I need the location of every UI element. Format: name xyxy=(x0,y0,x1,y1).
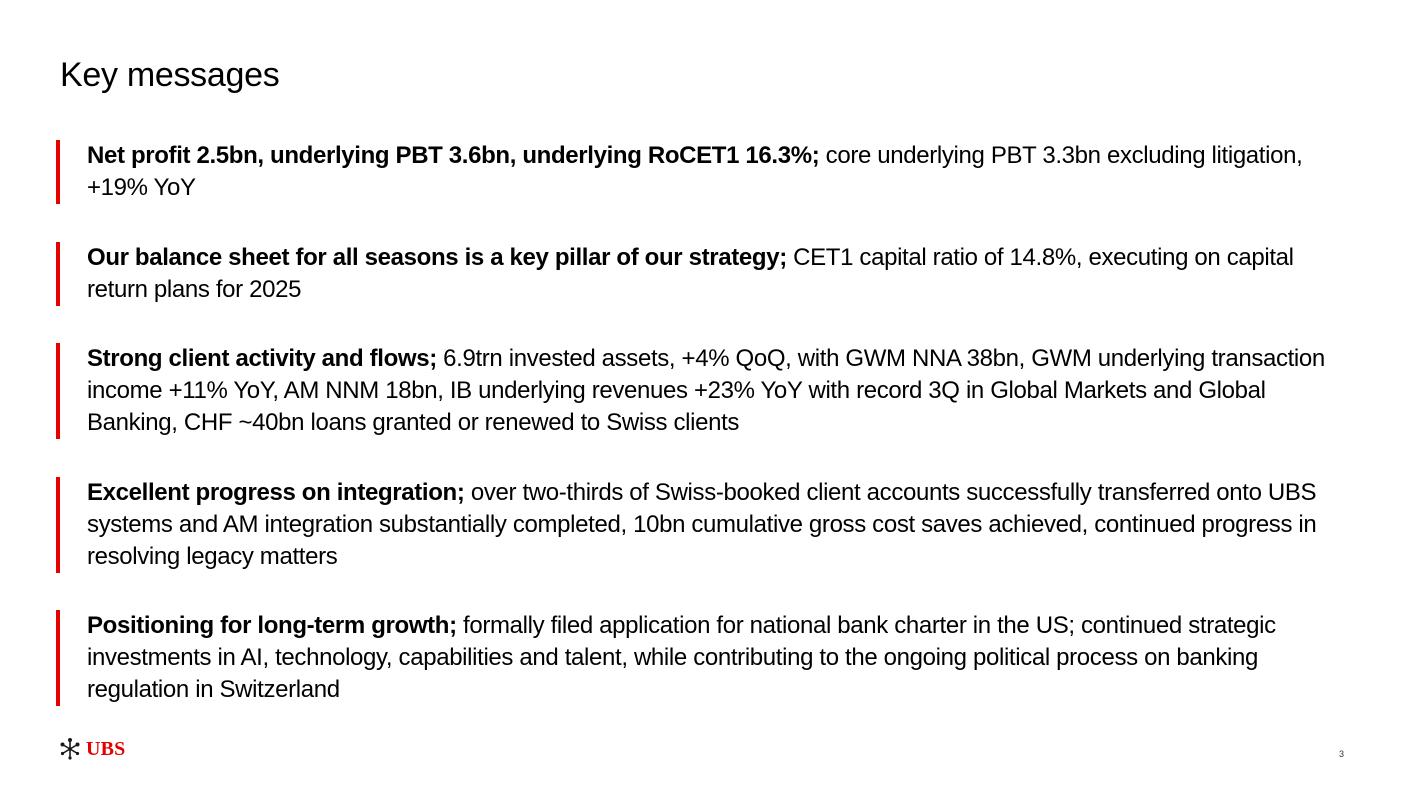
message-headline: Positioning for long-term growth; xyxy=(87,612,457,639)
message-detail: core underlying PBT 3.3bn excluding litigation, +19% YoY xyxy=(87,142,1303,201)
message-headline: Our balance sheet for all seasons is a key pillar of our strategy; xyxy=(87,244,787,271)
slide-title: Key messages xyxy=(60,56,280,94)
message-item xyxy=(56,242,1349,306)
message-headline: Excellent progress on integration; xyxy=(87,479,465,506)
message-detail: over two-thirds of Swiss-booked client accounts successfully transferred onto UBS systems and AM integration substantially completed, 10bn cumulative gross cost saves achieved, continued progress in resolving legacy matters xyxy=(87,479,1317,570)
message-detail: CET1 capital ratio of 14.8%, executing on capital return plans for 2025 xyxy=(87,244,1294,303)
logo-wordmark: UBS xyxy=(86,737,126,760)
ubs-keys-icon xyxy=(58,737,82,761)
page-number: 3 xyxy=(1338,749,1344,759)
message-headline: Strong client activity and flows; xyxy=(87,345,437,372)
message-detail: 6.9trn invested assets, +4% QoQ, with GWM NNA 38bn, GWM underlying transaction income +11% YoY, AM NNM 18bn, IB underlying revenues +23% YoY with record 3Q in Global Markets and Global Banking, CHF ~40bn loans granted or renewed to Swiss clients xyxy=(87,345,1325,436)
message-item xyxy=(56,477,1349,573)
message-headline: Net profit 2.5bn, underlying PBT 3.6bn, underlying RoCET1 16.3%; xyxy=(87,142,820,169)
message-item xyxy=(56,610,1349,706)
ubs-logo xyxy=(58,736,126,762)
message-detail: formally filed application for national bank charter in the US; continued strategic investments in AI, technology, capabilities and talent, while contributing to the ongoing political process on banking regulation in Switzerland xyxy=(87,612,1276,703)
message-item xyxy=(56,343,1349,439)
message-item xyxy=(56,140,1349,204)
